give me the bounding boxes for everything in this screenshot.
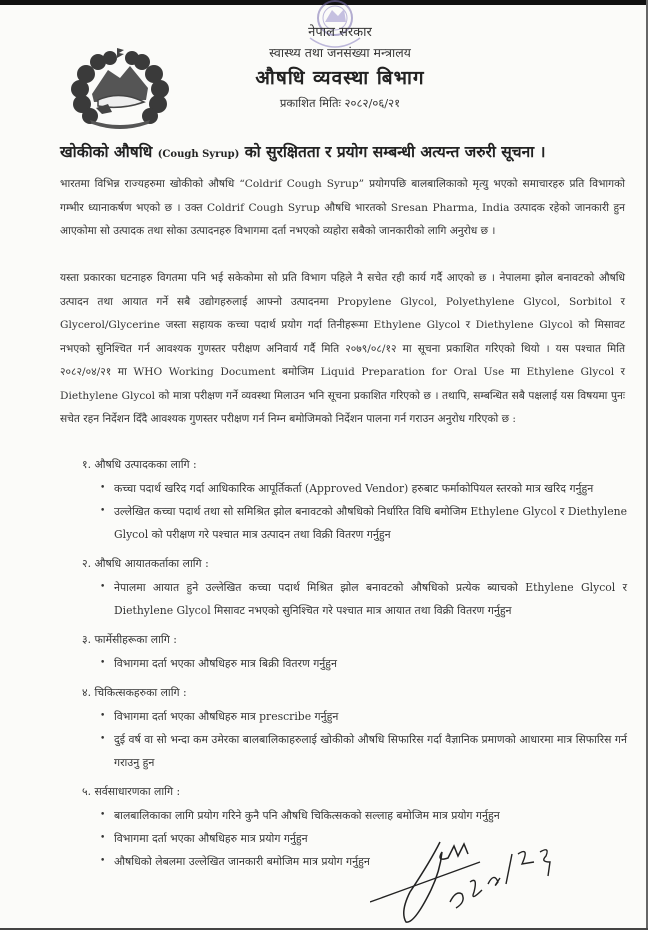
section-doctors [82,683,627,774]
section-heading: २. औषधि आयातकर्ताका लागि : [82,557,209,570]
section-pharmacies [82,630,627,675]
bullet-icon: • [100,856,106,866]
bullet-icon: • [100,506,106,516]
list-item: • विभागमा दर्ता भएका औषधिहरु मात्र बिक्री वितरण गर्नुहुन [82,652,627,675]
list-item: • दुई वर्ष वा सो भन्दा कम उमेरका बालबालिकाहरुलाई खोकीको औषधि सिफारिस गर्दा वैज्ञानिक प्रमाणको आधारमा मात्र सिफारिस गर्न गराउनु हुन [82,728,627,774]
section-heading: ५. सर्वसाधारणका लागि : [82,785,181,798]
section-heading: १. औषधि उत्पादकका लागि : [82,458,197,471]
government-name: नेपाल सरकार [308,25,372,40]
letterhead [150,22,530,111]
bullet-icon: • [100,734,106,744]
section-importers [82,554,627,622]
list-item: • कच्चा पदार्थ खरिद गर्दा आधिकारिक आपूर्तिकर्ता (Approved Vendor) हरुबाट फर्माकोपियल स्तरको मात्र खरिद गर्नुहुन [82,477,627,500]
department-name: औषधि व्यवस्था बिभाग [255,67,425,89]
title-part1: खोकीको औषधि [60,142,153,161]
list-item: • विभागमा दर्ता भएका औषधिहरु मात्र prescribe गर्नुहुन [82,705,627,728]
bullet-icon: • [100,483,106,493]
bullet-icon: • [100,833,106,843]
bullet-icon: • [100,658,106,668]
title-part2: को सुरक्षितता र प्रयोग सम्बन्धी अत्यन्त जरुरी सूचना । [244,142,546,161]
paragraph-intro: भारतमा विभिन्न राज्यहरुमा खोकीको औषधि “Coldrif Cough Syrup” प्रयोगपछि बालबालिकाको मृत्यु भएको समाचारहरु प्रति विभागको गम्भीर ध्यानाकर्षण भएको छ । उक्त Coldrif Cough Syrup औषधि भारतको Sresan Pharma, India उत्पादक रहेको जानकारी हुन आएकोमा सो उत्पादक तथा सोका उत्पादनहरु विभागमा दर्ता नभएको व्यहोरा सबैको जानकारीको लागि अनुरोध छ । [60,178,625,237]
list-item: • उल्लेखित कच्चा पदार्थ तथा सो समिश्रित झोल बनावटको औषधिको निर्धारित विधि बमोजिम Ethylene Glycol र Diethylene Glycol को परीक्षण गरे पश्चात मात्र उत्पादन तथा विक्री वितरण गर्नुहुन [82,500,627,546]
list-item: • नेपालमा आयात हुने उल्लेखित कच्चा पदार्थ मिश्रित झोल बनावटको औषधिको प्रत्येक ब्याचको Ethylene Glycol र Diethylene Glycol मिसावट नभएको सुनिश्चित गरे पश्चात मात्र आयात तथा विक्री वितरण गर्नुहुन [82,576,627,622]
list-item: • विभागमा दर्ता भएका औषधिहरु मात्र प्रयोग गर्नुहुन [82,827,627,850]
section-manufacturers [82,455,627,546]
instruction-sections [82,455,627,881]
paragraph-background: यस्ता प्रकारका घटनाहरु विगतमा पनि भई सकेकोमा सो प्रति विभाग पहिले नै सचेत रही कार्य गर्दै आएको छ । नेपालमा झोल बनावटको औषधि उत्पादन तथा आयात गर्ने सबै उद्योगहरुलाई आफ्नो उत्पादनमा Propylene Glycol, Polyethylene Glycol, Sorbitol र Glycerol/Glycerine जस्ता सहायक कच्चा पदार्थ प्रयोग गर्दा तिनीहरूमा Ethylene Glycol र Diethylene Glycol को मिसावट नभएको सुनिश्चित गर्न आवश्यक गुणस्तर परीक्षण अनिवार्य गर्दै मिति २०७९/०८/१२ मा सूचना प्रकाशित गरिएको थियो । यस पश्चात मिति २०८२/०४/२१ मा WHO Working Document बमोजिम Liquid Preparation for Oral Use मा Ethylene Glycol र Diethylene Glycol को मात्रा परीक्षण गर्ने व्यवस्था मिलाउन भनि सूचना प्रकाशित गरिएको छ । तथापि, सम्बन्धित सबै पक्षलाई यस विषयमा पुनः सचेत रहन निर्देशन दिँदै आवश्यक गुणस्तर परीक्षण गर्न निम्न बमोजिमको निर्देशन पालना गर्न गराउन अनुरोध गरिएको छ : [60,272,625,425]
title-english: (Cough Syrup) [157,149,240,160]
bullet-icon: • [100,711,106,721]
bullet-icon: • [100,810,106,820]
list-item: • औषधिको लेबलमा उल्लेखित जानकारी बमोजिम मात्र प्रयोग गर्नुहुन [82,850,627,873]
bullet-icon: • [100,582,106,592]
section-heading: ३. फार्मेसीहरूका लागि : [82,633,177,646]
ministry-name: स्वास्थ्य तथा जनसंख्या मन्त्रालय [269,45,411,60]
list-item: • बालबालिकाका लागि प्रयोग गरिने कुनै पनि औषधि चिकित्सकको सल्लाह बमोजिम मात्र प्रयोग गर्नुहुन [82,804,627,827]
published-date: प्रकाशित मितिः २०८२/०६/२१ [279,96,401,110]
section-heading: ४. चिकित्सकहरुका लागि : [82,686,187,699]
signature-icon [370,832,570,928]
notice-title [60,140,630,162]
